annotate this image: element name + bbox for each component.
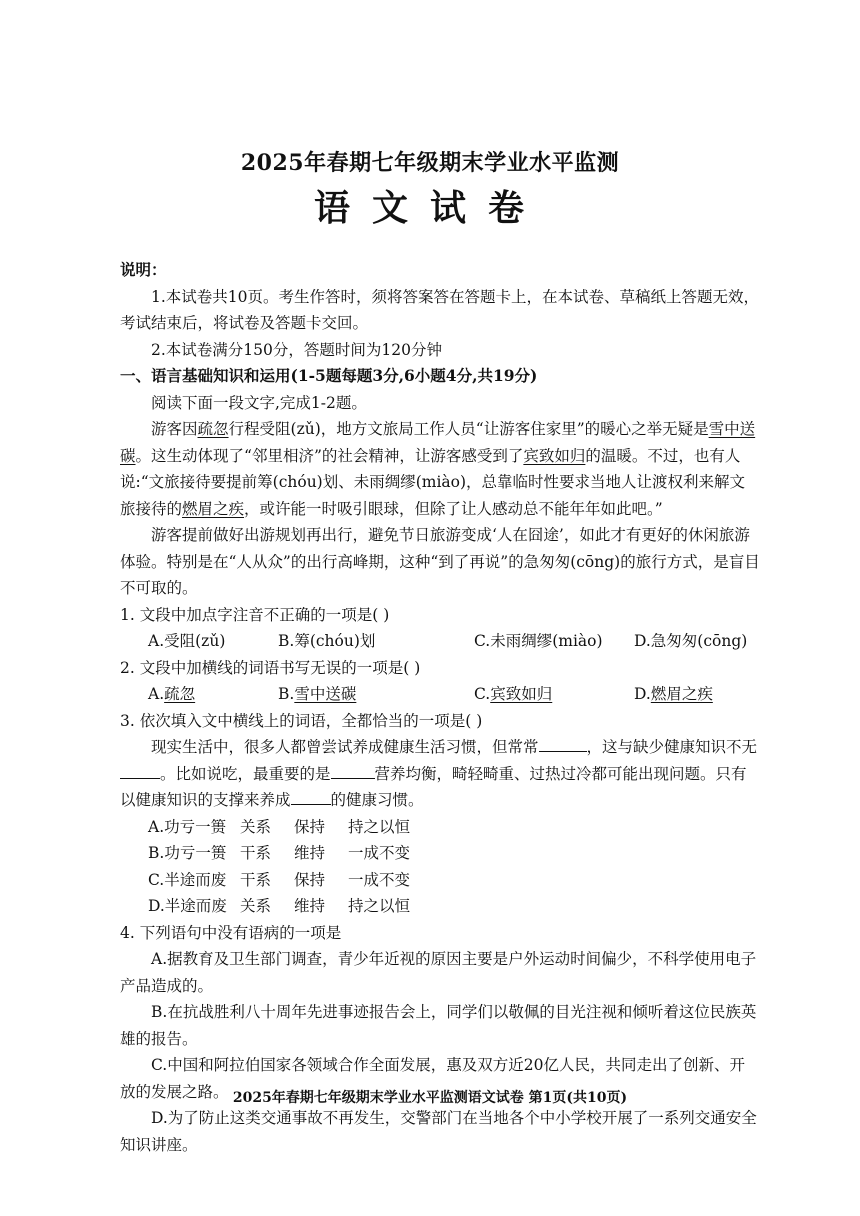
passage-text: 的温暖。不过，也有人说:“文旅接待要提前筹(chóu)划、未雨绸缪(miào)，总靠临时性要求当地人让渡权利来解文旅接待的 <box>120 446 746 518</box>
fill-blank[interactable] <box>539 735 587 752</box>
exam-title: 2025年春期七年级期末学业水平监测 <box>240 150 620 176</box>
underlined-word: 宾致如归 <box>523 446 586 465</box>
section-heading: 一、语言基础知识和运用(1-5题每题3分,6小题4分,共19分) <box>120 366 538 385</box>
option-c[interactable] <box>474 681 634 708</box>
option-c[interactable]: C.未雨绸缪(miào) <box>474 632 603 650</box>
passage-text: 行程受阻(zǔ)，地方文旅局工作人员“让游客住家里”的暖心之举无疑是 <box>228 420 709 438</box>
option-word: 关系 <box>240 817 272 836</box>
instructions-heading: 说明： <box>120 260 167 279</box>
passage-paragraph-2: 游客提前做好出游规划再出行，避免节日旅游变成‘人在囧途’，如此才有更好的休闲旅游体验。特别是在“人从众”的出行高峰期，这种“到了再说”的急匆匆(cōng)的旅行方式，是盲目不可取的。 <box>120 526 760 597</box>
option-word: 保持 <box>294 870 326 889</box>
subject-title: 语文试卷 <box>313 187 546 229</box>
option-d[interactable]: D.急匆匆(cōng) <box>634 632 748 650</box>
question-1-stem: 1. 文段中加点字注音不正确的一项是( ) <box>120 605 390 624</box>
option-word: 保持 <box>294 817 326 836</box>
underlined-word: 雪中送碳 <box>120 420 756 465</box>
question-3-option-d[interactable] <box>120 893 760 920</box>
option-word: 一成不变 <box>348 870 411 889</box>
question-text: 现实生活中，很多人都曾尝试养成健康生活习惯，但常常 <box>151 738 539 756</box>
question-text: 。比如说吃，最重要的是 <box>160 764 331 783</box>
option-letter: D. <box>634 685 651 703</box>
option-word: 干系 <box>240 844 272 862</box>
option-word: 雪中送碳 <box>294 685 357 703</box>
option-word: 维持 <box>294 897 326 915</box>
option-c[interactable]: C.中国和阿拉伯国家各领域合作全面发展，惠及双方近20亿人民，共同走出了创新、开放的发展之路。 <box>120 1056 745 1101</box>
option-b[interactable] <box>278 681 474 708</box>
question-3-text <box>120 734 760 814</box>
question-3-option-c[interactable] <box>120 867 760 894</box>
option-b[interactable]: B.筹(chóu)划 <box>278 632 376 650</box>
instruction-item-1: 1.本试卷共10页。考生作答时，须将答案答在答题卡上，在本试卷、草稿纸上答题无效，考试结束后，将试卷及答题卡交回。 <box>120 287 760 332</box>
question-3-option-b[interactable] <box>120 840 760 867</box>
question-2-options <box>120 681 760 708</box>
option-a[interactable] <box>148 681 278 708</box>
option-word: 持之以恒 <box>348 897 411 915</box>
question-text: 营养均衡，畸轻畸重、过热过冷都可能出现问题。只有以健康知识的支撑来养成 <box>120 764 747 809</box>
option-a[interactable]: A.受阻(zǔ) <box>148 632 226 650</box>
option-b[interactable]: B.在抗战胜利八十周年先进事迹报告会上，同学们以敬佩的目光注视和倾听着这位民族英雄的报告。 <box>120 1003 757 1048</box>
question-4-stem: 4. 下列语句中没有语病的一项是 <box>120 923 342 942</box>
option-word: A.功亏一篑 <box>148 817 227 836</box>
option-word: 一成不变 <box>348 844 411 862</box>
underlined-word: 疏忽 <box>197 420 229 438</box>
passage-text: 。这生动体现了“邻里相济”的社会精神，让游客感受到了 <box>135 446 524 465</box>
option-letter: A. <box>148 685 165 703</box>
question-text: ，这与缺少健康知识不无 <box>586 738 758 756</box>
option-letter: C. <box>474 685 491 703</box>
option-a[interactable]: A.据教育及卫生部门调查，青少年近视的原因主要是户外运动时间偏少，不科学使用电子产品造成的。 <box>120 950 757 995</box>
option-word: 燃眉之疾 <box>650 685 713 703</box>
fill-blank[interactable] <box>331 762 375 779</box>
option-word: 宾致如归 <box>490 685 553 703</box>
question-3-stem: 3. 依次填入文中横线上的词语，全都恰当的一项是( ) <box>120 711 483 730</box>
question-1-options <box>120 628 760 655</box>
read-prompt: 阅读下面一段文字,完成1-2题。 <box>151 393 367 412</box>
passage-text: ，或许能一时吸引眼球，但除了让人感动总不能年年如此吧。” <box>244 499 663 518</box>
exam-content <box>120 257 760 1158</box>
option-letter: B. <box>278 685 295 703</box>
passage-paragraph-1 <box>120 416 760 522</box>
option-word: C.半途而废 <box>148 870 227 889</box>
option-d[interactable]: D.为了防止这类交通事故不再发生，交警部门在当地各个中小学校开展了一系列交通安全知识讲座。 <box>120 1109 757 1154</box>
question-3-option-a[interactable] <box>120 814 760 841</box>
option-word: 维持 <box>294 844 326 862</box>
option-word: 干系 <box>240 870 272 889</box>
fill-blank[interactable] <box>291 788 331 805</box>
page-footer: 2025年春期七年级期末学业水平监测语文试卷 第1页(共10页) <box>232 1090 628 1106</box>
underlined-word: 燃眉之疾 <box>182 499 245 518</box>
option-word: B.功亏一篑 <box>148 844 227 862</box>
option-d[interactable] <box>634 681 713 708</box>
option-word: 关系 <box>240 897 272 915</box>
instruction-item-2: 2.本试卷满分150分，答题时间为120分钟 <box>151 340 442 359</box>
fill-blank[interactable] <box>120 762 160 779</box>
question-text: 的健康习惯。 <box>330 791 424 809</box>
option-word: D.半途而废 <box>148 897 227 915</box>
passage-text: 游客因 <box>151 420 198 438</box>
option-word: 疏忽 <box>164 685 196 703</box>
option-word: 持之以恒 <box>348 817 411 836</box>
question-2-stem: 2. 文段中加横线的词语书写无误的一项是( ) <box>120 658 421 677</box>
